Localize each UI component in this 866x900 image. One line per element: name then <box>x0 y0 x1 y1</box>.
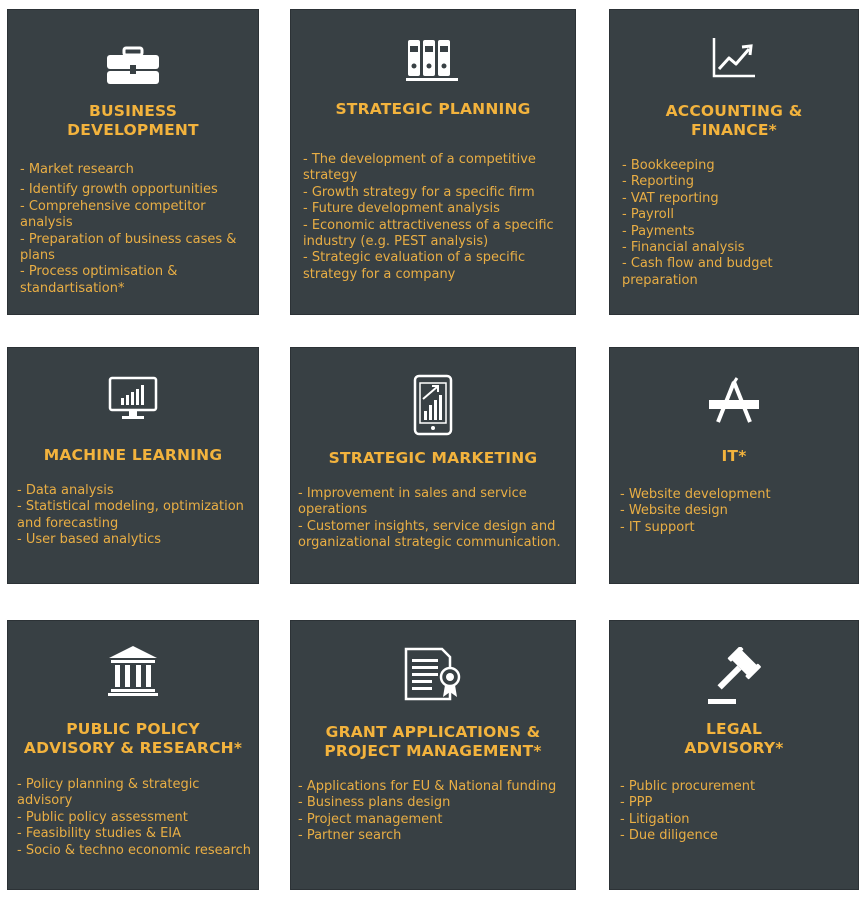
list-item: - Market research <box>20 162 134 177</box>
card-title: STRATEGIC MARKETING <box>328 449 538 467</box>
government-building-icon <box>106 643 160 697</box>
list-item: - Bookkeeping <box>622 158 715 173</box>
list-item: - Cash flow and budget preparation <box>622 256 773 288</box>
card-items <box>17 483 252 549</box>
binders-icon <box>405 38 461 82</box>
gavel-icon <box>704 647 764 707</box>
list-item: - User based analytics <box>17 532 162 548</box>
list-item: - VAT reporting <box>622 190 719 206</box>
list-item: - Website development <box>620 487 771 502</box>
list-item: - Statistical modeling, optimization and forecasting <box>17 499 244 531</box>
card-items <box>622 158 852 289</box>
list-item: - Financial analysis <box>622 240 745 256</box>
list-item: - Strategic evaluation of a specific strategy for a company <box>303 250 526 282</box>
card-title: BUSINESS DEVELOPMENT <box>67 102 199 139</box>
list-item: - Payroll <box>622 207 674 223</box>
list-item: - Identify growth opportunities <box>20 182 218 198</box>
list-item: - Public procurement <box>620 779 756 794</box>
card-items <box>303 152 569 283</box>
service-card-business-development <box>7 9 259 315</box>
monitor-chart-icon <box>108 376 158 420</box>
tablet-chart-icon <box>412 374 454 436</box>
list-item: - Economic attractiveness of a specific industry (e.g. PEST analysis) <box>303 217 554 250</box>
service-card-strategic-planning <box>290 9 576 315</box>
card-title: STRATEGIC PLANNING <box>335 100 531 118</box>
card-items <box>298 486 569 552</box>
list-item: - Improvement in sales and service operations <box>298 486 527 518</box>
card-title: MACHINE LEARNING <box>43 446 223 464</box>
service-card-public-policy <box>7 620 259 890</box>
list-item: - Future development analysis <box>303 201 500 217</box>
card-items <box>17 777 252 859</box>
list-item: - Comprehensive competitor analysis <box>20 198 206 231</box>
list-item: - Preparation of business cases & plans <box>20 231 237 264</box>
list-item: - IT support <box>620 519 695 535</box>
card-items <box>620 779 852 845</box>
list-item: - Policy planning & strategic advisory <box>17 777 200 809</box>
list-item: - Socio & techno economic research <box>17 842 252 858</box>
list-item: - Litigation <box>620 811 690 827</box>
list-item: - Applications for EU & National funding <box>298 779 557 794</box>
briefcase-icon <box>105 46 161 86</box>
line-chart-icon <box>711 36 757 80</box>
list-item: - Website design <box>620 503 728 519</box>
list-item: - Payments <box>622 223 695 239</box>
card-title: ACCOUNTING & FINANCE* <box>665 102 803 139</box>
list-item: - Data analysis <box>17 483 114 498</box>
list-item: - Growth strategy for a specific firm <box>303 184 535 200</box>
list-item: - Business plans design <box>298 795 451 811</box>
list-item: - Due diligence <box>620 828 718 844</box>
list-item: - Reporting <box>622 174 695 190</box>
list-item: - PPP <box>620 795 653 811</box>
service-card-machine-learning <box>7 347 259 584</box>
service-card-legal-advisory <box>609 620 859 890</box>
card-items <box>298 779 569 845</box>
card-title: GRANT APPLICATIONS & PROJECT MANAGEMENT* <box>324 723 542 760</box>
card-items <box>620 487 852 536</box>
service-card-strategic-marketing <box>290 347 576 584</box>
list-item: - Customer insights, service design and organizational strategic communication. <box>298 518 561 551</box>
list-item: - The development of a competitive strategy <box>303 152 536 184</box>
certificate-icon <box>402 645 464 703</box>
list-item: - Public policy assessment <box>17 809 188 825</box>
list-item: - Partner search <box>298 828 402 844</box>
list-item: - Feasibility studies & EIA <box>17 826 182 842</box>
service-card-accounting-finance <box>609 9 859 315</box>
card-title: LEGAL ADVISORY* <box>684 720 784 757</box>
list-item: - Process optimisation & standartisation* <box>20 264 178 296</box>
card-items <box>20 162 252 297</box>
list-item: - Project management <box>298 811 443 827</box>
card-title: PUBLIC POLICY ADVISORY & RESEARCH* <box>23 720 243 757</box>
card-title: IT* <box>721 447 747 465</box>
app-store-icon <box>704 376 764 426</box>
service-card-it <box>609 347 859 584</box>
service-card-grant-applications <box>290 620 576 890</box>
